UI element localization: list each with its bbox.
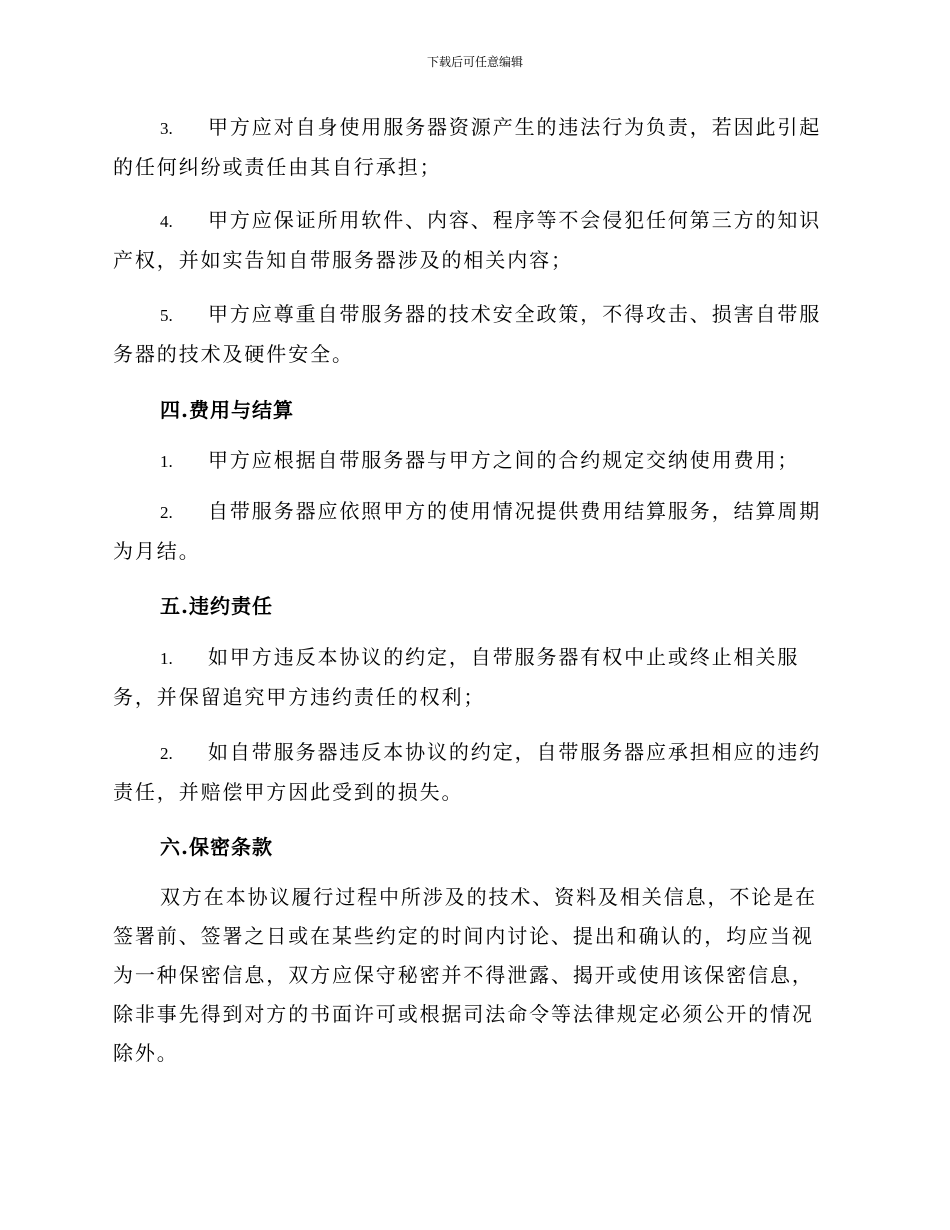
clause-text: 甲方应根据自带服务器与甲方之间的合约规定交纳使用费用； [208, 448, 800, 472]
clause-number: 1. [160, 649, 173, 668]
clause-text: 甲方应对自身使用服务器资源产生的违法行为负责，若因此引起的任何纠纷或责任由其自行承担； [113, 115, 822, 179]
page-header-note: 下载后可任意编辑 [426, 55, 523, 69]
clause-text: 如甲方违反本协议的约定，自带服务器有权中止或终止相关服务，并保留追究甲方违约责任的权利； [113, 645, 800, 709]
clause-number: 1. [160, 452, 173, 471]
clause-number: 3. [160, 119, 173, 138]
clause-item [113, 733, 831, 812]
clause-item [113, 492, 831, 571]
section-heading-breach: 五.违约责任 [160, 594, 273, 618]
clause-item [113, 441, 831, 481]
clause-item [113, 108, 831, 187]
clause-item [113, 295, 831, 374]
clause-text: 如自带服务器违反本协议的约定，自带服务器应承担相应的违约责任，并赔偿甲方因此受到的损失。 [113, 740, 822, 804]
section-heading-fees: 四.费用与结算 [160, 398, 294, 422]
clause-number: 2. [160, 744, 173, 763]
clause-item [113, 201, 831, 280]
section-heading-confidentiality: 六.保密条款 [160, 835, 273, 859]
clause-item [113, 638, 831, 717]
clause-text: 甲方应尊重自带服务器的技术安全政策，不得攻击、损害自带服务器的技术及硬件安全。 [113, 302, 822, 366]
clause-number: 2. [160, 503, 173, 522]
clause-number: 5. [160, 306, 173, 325]
clause-text: 自带服务器应依照甲方的使用情况提供费用结算服务，结算周期为月结。 [113, 499, 822, 563]
clause-number: 4. [160, 212, 173, 231]
confidentiality-body: 双方在本协议履行过程中所涉及的技术、资料及相关信息，不论是在签署前、签署之日或在某些约定的时间内讨论、提出和确认的，均应当视为一种保密信息，双方应保守秘密并不得泄露、揭开或使用该保密信息，除非事先得到对方的书面许可或根据司法命令等法律规定必须公开的情况除外。 [113, 885, 817, 1065]
clause-text: 甲方应保证所用软件、内容、程序等不会侵犯任何第三方的知识产权，并如实告知自带服务器涉及的相关内容； [113, 208, 822, 272]
